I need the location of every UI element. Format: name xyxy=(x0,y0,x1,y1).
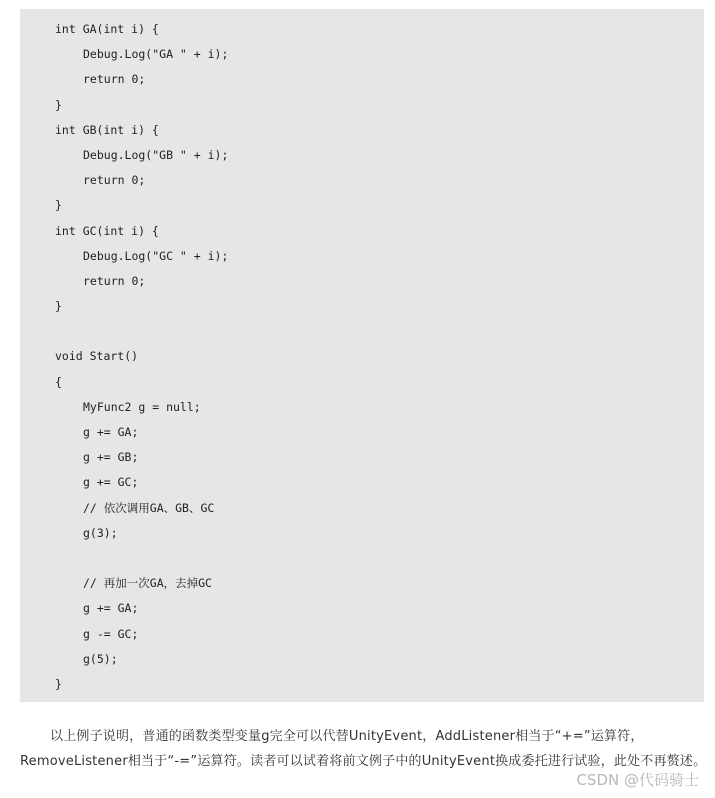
code-line: int GB(int i) { xyxy=(55,122,159,137)
code-line: g += GB; xyxy=(83,450,139,465)
code-line: return 0; xyxy=(83,273,146,288)
code-line: int GA(int i) { xyxy=(55,22,159,36)
code-line: } xyxy=(55,198,62,213)
code-line: } xyxy=(55,299,62,314)
code-line: g += GA; xyxy=(83,601,139,616)
code-comment: // 再加一次GA，去掉GC xyxy=(83,576,212,591)
code-line: g(3); xyxy=(83,525,118,540)
code-comment: // 依次调用GA、GB、GC xyxy=(83,500,215,515)
code-block xyxy=(20,9,704,702)
code-lines xyxy=(55,17,228,697)
code-line: int GC(int i) { xyxy=(55,223,159,238)
code-line-blank xyxy=(55,319,228,344)
code-line: void Start() xyxy=(55,349,139,364)
code-line: g += GC; xyxy=(83,475,139,490)
code-line: { xyxy=(55,374,62,389)
code-line: MyFunc2 g = null; xyxy=(83,399,201,414)
code-line-blank xyxy=(55,546,228,571)
code-line: g(5); xyxy=(83,651,118,666)
code-line: Debug.Log("GC " + i); xyxy=(83,248,229,263)
csdn-watermark: CSDN @代码骑士 xyxy=(576,771,699,789)
code-line: } xyxy=(55,676,62,691)
code-line: g += GA; xyxy=(83,425,139,439)
body-paragraph: 以上例子说明，普通的函数类型变量g完全可以代替UnityEvent，AddListener相当于“+=”运算符，RemoveListener相当于“-=”运算符。读者可以试着将前文例子中的UnityEvent换成委托进行试验，此处不再赘述。 xyxy=(20,729,707,769)
code-line: return 0; xyxy=(83,173,146,188)
code-line: g -= GC; xyxy=(83,626,139,641)
code-line: return 0; xyxy=(83,72,146,87)
code-line: Debug.Log("GA " + i); xyxy=(83,47,229,62)
code-line: } xyxy=(55,97,62,112)
code-line: Debug.Log("GB " + i); xyxy=(83,147,229,162)
